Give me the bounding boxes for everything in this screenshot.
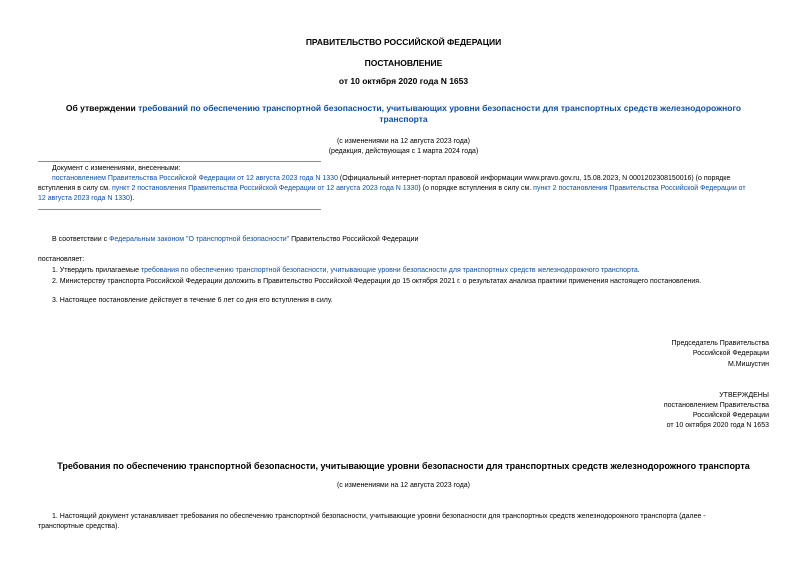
title-link[interactable]: требований по обеспечению транспортной безопасности, учитывающих уровни безопасности для транспортных средств железнодорожного [138, 103, 742, 113]
signature-line-1: Председатель Правительства [671, 340, 769, 347]
edition-changes: (с изменениями на 12 августа 2023 года) [336, 138, 471, 145]
amendments-line-3 [38, 194, 134, 204]
preamble-text-a: В соответствии с [52, 236, 110, 243]
date-number-heading: от 10 октября 2020 года N 1653 [338, 76, 469, 86]
amendments-top-rule [38, 161, 321, 162]
amendment-text-3: ). [129, 195, 135, 202]
amendment-link-2a[interactable]: пункт 2 постановления Правительства Российской Федерации от 12 августа 2023 года N 1330 [112, 185, 419, 192]
amendment-text-1: (Официальный интернет-портал правовой информации www.pravo.gov.ru, 15.08.2023, N 0001202308150016) (о порядке [337, 175, 731, 182]
requirements-title: Требования по обеспечению транспортной безопасности, учитывающие уровни безопасности для транспортных средств железнодорожного транспорта [57, 461, 750, 471]
document-title [0, 103, 807, 125]
approved-line-3: Российской Федерации [692, 412, 769, 419]
doc-type-heading: ПОСТАНОВЛЕНИЕ [364, 58, 443, 68]
amendment-link-3[interactable]: 12 августа 2023 года N 1330 [38, 195, 130, 202]
item-1-text-a: 1. Утвердить прилагаемые [52, 267, 141, 274]
amendment-link-2b[interactable]: пункт 2 постановления Правительства Российской Федерации от [533, 185, 746, 192]
title-link-cont[interactable]: транспорта [379, 114, 428, 124]
approved-line-2: постановлением Правительства [663, 402, 769, 409]
amendment-text-2b: ) (о порядке вступления в силу см. [418, 185, 534, 192]
requirements-changes: (с изменениями на 12 августа 2023 года) [336, 482, 471, 489]
preamble [52, 235, 418, 245]
amendments-bottom-rule [38, 209, 321, 210]
amendments-heading: Документ с изменениями, внесенными: [52, 165, 181, 172]
edition-revision: (редакция, действующая с 1 марта 2024 года) [328, 148, 479, 155]
amendment-link-1[interactable]: постановлением Правительства Российской Федерации от 12 августа 2023 года N 1330 [52, 175, 338, 182]
requirements-paragraph-1: 1. Настоящий документ устанавливает требования по обеспечению транспортной безопасности, учитывающие уровни безопасности для транспортных средств железнодорожного транспорта (далее - [52, 513, 706, 520]
item-1-link[interactable]: требования по обеспечению транспортной безопасности, учитывающие уровни безопасности для транспортных средств железнодорожного транспорта [140, 267, 638, 274]
item-3: 3. Настоящее постановление действует в течение 6 лет со дня его вступления в силу. [52, 297, 333, 304]
approved-line-1: УТВЕРЖДЕНЫ [719, 392, 769, 399]
item-1-text-b: . [637, 267, 640, 274]
decree-word: постановляет: [38, 256, 85, 263]
government-heading: ПРАВИТЕЛЬСТВО РОССИЙСКОЙ ФЕДЕРАЦИИ [305, 37, 502, 47]
preamble-text-b: Правительство Российской Федерации [289, 236, 419, 243]
requirements-paragraph-1-cont: транспортные средства). [38, 523, 120, 530]
item-1 [52, 266, 640, 276]
amendments-line-1 [52, 174, 730, 184]
item-2: 2. Министерству транспорта Российской Федерации доложить в Правительство Российской Федерации до 15 октября 2021 г. о результатах анализа практики применения настоящего постановления. [52, 278, 702, 285]
approved-line-4: от 10 октября 2020 года N 1653 [666, 422, 769, 429]
amendment-text-2a: вступления в силу см. [38, 185, 113, 192]
signature-line-3: М.Мишустин [727, 361, 769, 368]
federal-law-link[interactable]: Федеральным законом "О транспортной безопасности" [109, 236, 290, 243]
signature-line-2: Российской Федерации [692, 350, 769, 357]
title-prefix: Об утверждении [65, 103, 139, 113]
amendments-line-2 [38, 184, 746, 194]
